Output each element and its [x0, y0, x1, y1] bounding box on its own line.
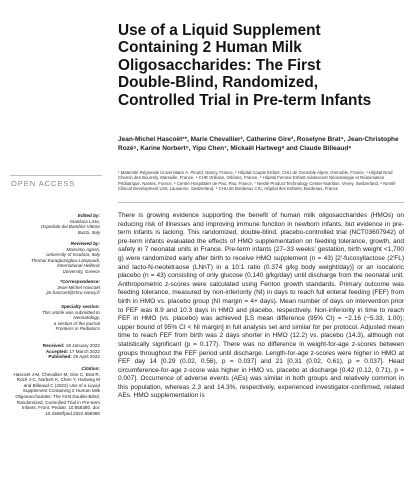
abstract-top-rule: [118, 202, 404, 203]
sidebar-top-rule: [10, 175, 102, 176]
accepted-date: 17 March 2022: [69, 348, 100, 354]
published-date: 25 April 2022: [73, 354, 100, 360]
edited-by-label: Edited by:: [77, 213, 100, 218]
correspondence-label: *Correspondence:: [60, 279, 100, 284]
article-title: Use of a Liquid Supplement Containing 2 Human Milk Oligosaccharides: The First Double-Blind, Randomized, Controlled Trial in Pre-term Infants: [118, 22, 372, 109]
affiliations: ¹ Maternité Régionale Universitaire A. Pinard, Nancy, France, ² Hôpital Couple Enfant, CHU de Grenoble Alpes, Grenoble, France, ³ Hôpital Nord Chemin des Bourrely, Marseille, France, ⁴ CHR Orléans, Orléans, France, ⁵ Hôpital Femme Enfant Adolescent Néonatologie et Réanimation Pédiatrique, Nantes, France, ⁶ Centre Hospitalier de Pau, Pau, France, ⁷ Nestlé Product Technology Center-Nutrition, Vevey, Switzerland, ⁸ Nestlé Clinical Development Unit, Lausanne, Switzerland, ⁹ CHU de Bordeaux CIC, Hôpital des Enfants, Bordeaux, France: [118, 170, 396, 191]
reviewed-by-value: Massimo Agosti, University of Insubria, Italy Thomai Karagiozoglou-Lampoudi, International Hellenic University, Greece: [31, 246, 100, 274]
citation-block: [8, 366, 100, 416]
reviewed-by-label: Reviewed by:: [70, 241, 100, 246]
citation-value: Hascoët J-M, Chevallier M, Gire C, Brat R, Rozé J-C, Norbert K, Chen Y, Hartweg M and Billeaud C (2022) Use of a Liquid Supplement Containing 2 Human Milk Oligosaccharides: The First Double-Blind, Randomized, Controlled Trial in Pre-term Infants. Front. Pediatr. 10:858380. doi: 10.3389/fped.2022.858380: [13, 371, 100, 416]
published-label: Published:: [48, 354, 72, 360]
abstract-text: There is growing evidence supporting the benefit of human milk oligosaccharides (HMOs) on reducing risk of illnesses and improving immune function in newborn infants, but evidence in pre-term infants is lacking. This randomized, double-blind, placebo-controlled trial (NCT03607942) of pre-term infants evaluated the effects of HMO supplementation on feeding tolerance, growth, and safety in 7 neonatal units in France. Pre-term infants (27–33 weeks' gestation, birth weight <1,700 g) were randomized early after birth to receive HMO supplement (n = 43) [2′-fucosyllactose (2′FL) and lacto-N-neotetraose (LNnT) in a 10:1 ratio (0.374 g/kg body weight/day)] or an isocaloric placebo (n = 43) consisting of only glucose (0.140 g/kg/day) until discharge from the neonatal unit. Anthropometric z-scores were calculated using Fenton growth standards. Primary outcome was feeding tolerance, measured by non-inferiority (NI) in days to reach full enteral feeding (FEF) from birth in HMO vs. placebo group (NI margin = 4+ days). Mean number of days on intervention prior to FEF was 8.9 and 10.3 days in HMO and placebo, respectively. Non-inferiority in time to reach FEF in HMO (vs. placebo) was achieved [LS mean difference (95% CI) = −2.16 (−5.33, 1.00); upper bound of 95% CI < NI margin] in full analysis set and similar for per protocol. Adjusted mean time to reach FEF from birth was 2 days shorter in HMO (12.2) vs. placebo (14.3), although not statistically significant (p = 0.177). There was no difference in weight-for-age z-scores between groups throughout the FEF period until discharge. Length-for-age z-scores were higher in HMO at FEF day 14 [0.29 (0.02, 0.56), p = 0.037] and 21 [0.31 (0.02, 0.61), p = 0.037]. Head circumference-for-age z-score was higher in HMO vs. placebo at discharge [0.42 (0.12, 0.71), p = 0.007]. Occurrence of adverse events (AEs) was similar in both groups and relatively common in this population, whereas 2.3 and 14.3%, respectively, experienced investigator-confirmed, related AEs. HMO supplementation is: [118, 212, 404, 400]
correspondence-value[interactable]: Jean-Michel Hascoët jm.hascoet@chru-nancy.fr: [46, 284, 100, 296]
specialty-value: This article was submitted to Neonatology, a section of the journal Frontiers in Pediatrics: [42, 309, 100, 332]
reviewed-by-block: [8, 241, 100, 275]
edited-by-value: Gianluca Lista, Ospedale dei Bambini Vittore Buzzi, Italy: [40, 218, 100, 235]
specialty-block: [8, 304, 100, 332]
accepted-label: Accepted:: [45, 348, 69, 354]
citation-label: Citation:: [81, 366, 100, 371]
received-label: Received:: [42, 343, 65, 348]
author-list: Jean-Michel Hascoët¹*, Marie Chevallier², Catherine Gire³, Roselyne Brat⁴, Jean-Christophe Rozé⁵, Karine Norbert⁶, Yipu Chen⁷, Mickaël Hartweg⁸ and Claude Billeaud⁹: [118, 136, 399, 152]
received-date: 19 January 2022: [65, 343, 100, 348]
dates-block: [8, 343, 100, 360]
open-access-badge: OPEN ACCESS: [11, 179, 76, 188]
specialty-label: Specialty section:: [60, 304, 100, 309]
correspondence-block: [8, 279, 100, 296]
edited-by-block: [8, 213, 100, 235]
